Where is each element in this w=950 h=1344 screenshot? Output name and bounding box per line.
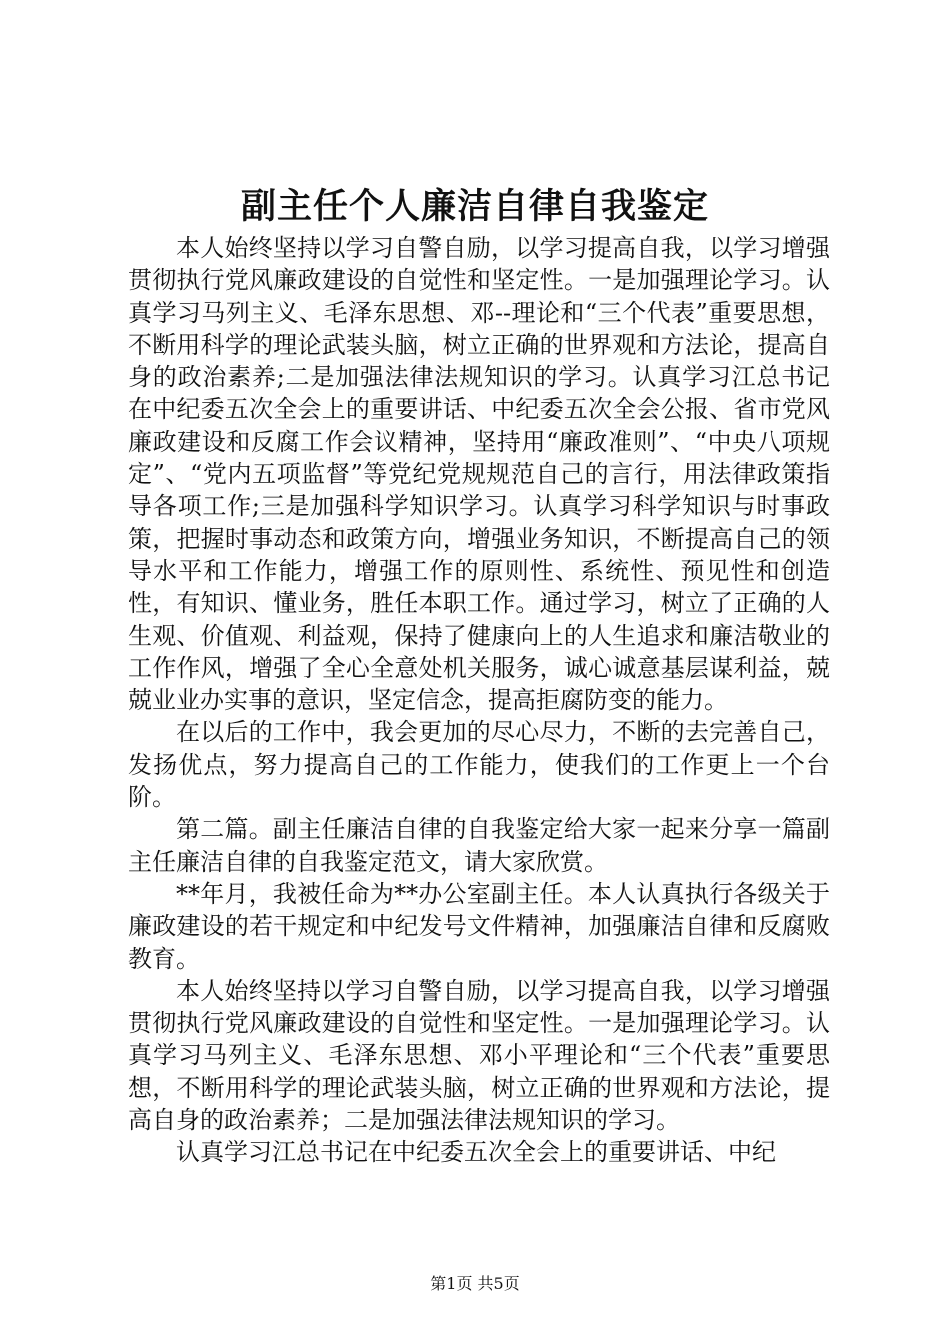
document-title: 副主任个人廉洁自律自我鉴定 (240, 186, 709, 227)
page-footer: 第1页 共5页 (430, 1274, 520, 1293)
paragraph-1: 本人始终坚持以学习自警自励，以学习提高自我，以学习增强贯彻执行党风廉政建设的自觉性和坚定性。一是加强理论学习。认真学习马列主义、毛泽东思想、邓--理论和“三个代表”重要思想，不断用科学的理论武装头脑，树立正确的世界观和方法论，提高自身的政治素养;二是加强法律法规知识的学习。认真学习江总书记在中纪委五次全会上的重要讲话、中纪委五次全会公报、省市党风廉政建设和反腐工作会议精神，坚持用“廉政准则”、“中央八项规定”、“党内五项监督”等党纪党规规范自己的言行，用法律政策指导各项工作;三是加强科学知识学习。认真学习科学知识与时事政策，把握时事动态和政策方向，增强业务知识，不断提高自己的领导水平和工作能力，增强工作的原则性、系统性、预见性和创造性，有知识、懂业务，胜任本职工作。通过学习，树立了正确的人生观、价值观、利益观，保持了健康向上的人生追求和廉洁敬业的工作作风，增强了全心全意处机关服务，诚心诚意基层谋利益，兢兢业业办实事的意识，坚定信念，提高拒腐防变的能力。 (128, 234, 830, 715)
paragraph-4: **年月，我被任命为**办公室副主任。本人认真执行各级关于廉政建设的若干规定和中纪发号文件精神，加强廉洁自律和反腐败教育。 (128, 879, 830, 973)
paragraph-5: 本人始终坚持以学习自警自励，以学习提高自我，以学习增强贯彻执行党风廉政建设的自觉性和坚定性。一是加强理论学习。认真学习马列主义、毛泽东思想、邓小平理论和“三个代表”重要思想，不断用科学的理论武装头脑，树立正确的世界观和方法论，提高自身的政治素养；二是加强法律法规知识的学习。 (128, 976, 830, 1135)
document-body (128, 232, 830, 1169)
paragraph-6: 认真学习江总书记在中纪委五次全会上的重要讲话、中纪 (176, 1138, 776, 1167)
paragraph-3: 第二篇。副主任廉洁自律的自我鉴定给大家一起来分享一篇副主任廉洁自律的自我鉴定范文，请大家欣赏。 (128, 815, 830, 876)
paragraph-2: 在以后的工作中，我会更加的尽心尽力，不断的去完善自己，发扬优点，努力提高自己的工作能力，使我们的工作更上一个台阶。 (128, 718, 830, 812)
